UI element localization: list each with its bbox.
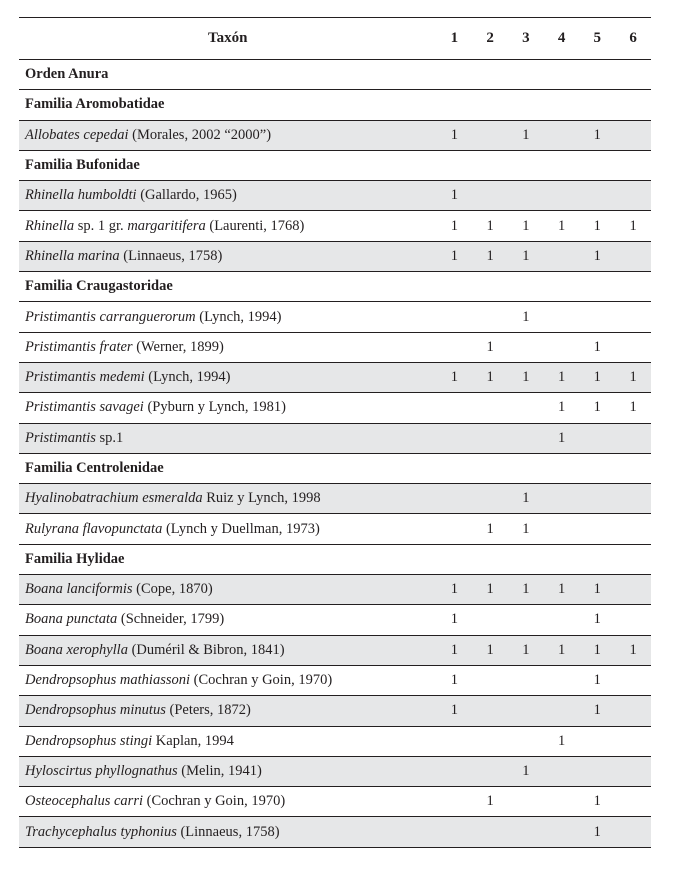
taxon-name: [19, 696, 437, 726]
taxon-name: [19, 756, 437, 786]
species-author: (Linnaeus, 1758): [119, 247, 223, 264]
taxon-name: [19, 181, 437, 211]
table-header-row: [19, 18, 651, 60]
species-row: [19, 423, 651, 453]
group-row: [19, 453, 651, 483]
taxon-name: [19, 817, 437, 847]
presence-cell-3: 1: [508, 120, 544, 150]
species-row: [19, 635, 651, 665]
species-name-italic: Allobates cepedai: [25, 126, 129, 143]
presence-cell-1: 1: [437, 181, 473, 211]
presence-cell-2: [472, 817, 508, 847]
taxon-name: [19, 726, 437, 756]
taxon-name: [19, 514, 437, 544]
presence-cell-1: [437, 514, 473, 544]
species-author: (Cochran y Goin, 1970): [190, 672, 333, 689]
presence-cell-1: [437, 756, 473, 786]
header-col-3: 3: [508, 18, 544, 60]
species-author: (Laurenti, 1768): [205, 217, 305, 234]
presence-cell-1: 1: [437, 120, 473, 150]
presence-cell-5: [579, 514, 615, 544]
species-name-italic: Trachycephalus typhonius: [25, 823, 177, 840]
presence-cell-4: [544, 665, 580, 695]
species-row: [19, 484, 651, 514]
species-row: [19, 575, 651, 605]
presence-cell-2: [472, 484, 508, 514]
presence-cell-2: [472, 756, 508, 786]
presence-cell-4: [544, 605, 580, 635]
presence-cell-6: 1: [615, 393, 651, 423]
presence-cell-1: [437, 332, 473, 362]
presence-cell-5: 1: [579, 696, 615, 726]
presence-cell-1: 1: [437, 696, 473, 726]
presence-cell-1: 1: [437, 635, 473, 665]
presence-cell-5: [579, 484, 615, 514]
presence-cell-3: 1: [508, 211, 544, 241]
presence-cell-6: 1: [615, 362, 651, 392]
taxon-name: [19, 120, 437, 150]
presence-cell-2: 1: [472, 514, 508, 544]
presence-cell-3: [508, 181, 544, 211]
species-name-italic: Hyloscirtus phyllognathus: [25, 762, 178, 779]
presence-cell-3: [508, 787, 544, 817]
presence-cell-3: [508, 817, 544, 847]
presence-cell-3: [508, 665, 544, 695]
presence-cell-5: [579, 756, 615, 786]
species-name-italic: Pristimantis medemi: [25, 369, 145, 386]
presence-cell-6: [615, 817, 651, 847]
presence-cell-4: [544, 696, 580, 726]
species-row: [19, 362, 651, 392]
presence-cell-2: [472, 393, 508, 423]
species-name-italic: margaritifera: [127, 217, 206, 234]
group-label: Familia Bufonidae: [19, 150, 651, 180]
presence-cell-5: [579, 726, 615, 756]
species-row: [19, 211, 651, 241]
species-name-italic: Dendropsophus mathiassoni: [25, 672, 191, 689]
species-row: [19, 332, 651, 362]
species-author: (Gallardo, 1965): [136, 187, 237, 204]
presence-cell-1: [437, 787, 473, 817]
presence-cell-1: [437, 393, 473, 423]
presence-cell-1: 1: [437, 575, 473, 605]
species-author: (Cochran y Goin, 1970): [143, 793, 286, 810]
presence-cell-2: [472, 605, 508, 635]
taxon-name: [19, 423, 437, 453]
species-name-italic: Dendropsophus stingi: [25, 732, 153, 749]
presence-cell-2: 1: [472, 575, 508, 605]
presence-cell-6: [615, 181, 651, 211]
species-author: (Morales, 2002 “2000”): [128, 126, 272, 143]
presence-cell-2: 1: [472, 241, 508, 271]
taxa-table: [19, 17, 651, 848]
presence-cell-2: 1: [472, 332, 508, 362]
species-row: [19, 605, 651, 635]
presence-cell-3: 1: [508, 756, 544, 786]
species-author: sp. 1 gr.: [74, 217, 128, 234]
presence-cell-3: [508, 605, 544, 635]
taxon-name: [19, 787, 437, 817]
presence-cell-1: [437, 302, 473, 332]
presence-cell-3: [508, 726, 544, 756]
species-name-italic: Osteocephalus carri: [25, 793, 143, 810]
presence-cell-4: [544, 756, 580, 786]
species-name-italic: Boana punctata: [25, 611, 118, 628]
presence-cell-5: 1: [579, 665, 615, 695]
presence-cell-1: 1: [437, 362, 473, 392]
presence-cell-4: 1: [544, 726, 580, 756]
presence-cell-3: 1: [508, 514, 544, 544]
species-name-italic: Rulyrana flavopunctata: [25, 520, 163, 537]
presence-cell-6: [615, 665, 651, 695]
species-name-italic: Pristimantis savagei: [25, 399, 144, 416]
presence-cell-4: [544, 514, 580, 544]
presence-cell-5: 1: [579, 575, 615, 605]
species-name-italic: Pristimantis: [25, 429, 96, 446]
group-row: [19, 150, 651, 180]
taxon-name: [19, 484, 437, 514]
presence-cell-3: 1: [508, 484, 544, 514]
presence-cell-3: [508, 423, 544, 453]
taxon-name: [19, 635, 437, 665]
presence-cell-1: 1: [437, 605, 473, 635]
presence-cell-2: 1: [472, 635, 508, 665]
presence-cell-4: 1: [544, 575, 580, 605]
presence-cell-4: [544, 120, 580, 150]
header-col-5: 5: [579, 18, 615, 60]
species-row: [19, 726, 651, 756]
species-row: [19, 241, 651, 271]
presence-cell-2: [472, 302, 508, 332]
presence-cell-5: [579, 181, 615, 211]
presence-cell-5: [579, 302, 615, 332]
header-col-6: 6: [615, 18, 651, 60]
taxon-name: [19, 362, 437, 392]
species-name-italic: Rhinella marina: [25, 247, 120, 264]
presence-cell-2: [472, 423, 508, 453]
presence-cell-6: [615, 302, 651, 332]
presence-cell-3: [508, 696, 544, 726]
presence-cell-1: 1: [437, 241, 473, 271]
presence-cell-3: [508, 393, 544, 423]
group-row: [19, 60, 651, 90]
species-author: (Linnaeus, 1758): [176, 823, 280, 840]
group-row: [19, 272, 651, 302]
species-row: [19, 514, 651, 544]
species-name-italic: Boana xerophylla: [25, 641, 128, 658]
taxon-name: [19, 211, 437, 241]
group-label: Familia Hylidae: [19, 544, 651, 574]
presence-cell-6: [615, 575, 651, 605]
presence-cell-6: [615, 787, 651, 817]
presence-cell-1: [437, 817, 473, 847]
group-label: Familia Craugastoridae: [19, 272, 651, 302]
presence-cell-6: 1: [615, 211, 651, 241]
species-author: (Peters, 1872): [165, 702, 251, 719]
presence-cell-3: 1: [508, 635, 544, 665]
presence-cell-2: [472, 120, 508, 150]
species-name-italic: Hyalinobatrachium esmeralda: [25, 490, 203, 507]
presence-cell-5: 1: [579, 605, 615, 635]
presence-cell-4: [544, 241, 580, 271]
presence-cell-6: [615, 514, 651, 544]
table-body: [19, 60, 651, 848]
presence-cell-2: [472, 696, 508, 726]
presence-cell-1: [437, 423, 473, 453]
presence-cell-1: [437, 726, 473, 756]
presence-cell-6: [615, 332, 651, 362]
presence-cell-2: [472, 726, 508, 756]
species-name-italic: Rhinella humboldti: [25, 187, 137, 204]
taxon-name: [19, 605, 437, 635]
presence-cell-4: [544, 817, 580, 847]
presence-cell-6: [615, 423, 651, 453]
presence-cell-2: [472, 665, 508, 695]
header-taxon: Taxón: [19, 18, 437, 60]
species-row: [19, 696, 651, 726]
header-col-2: 2: [472, 18, 508, 60]
presence-cell-6: [615, 605, 651, 635]
species-author: (Lynch, 1994): [195, 308, 282, 325]
presence-cell-6: [615, 120, 651, 150]
species-row: [19, 787, 651, 817]
species-row: [19, 393, 651, 423]
presence-cell-6: [615, 756, 651, 786]
presence-cell-2: 1: [472, 787, 508, 817]
presence-cell-4: 1: [544, 393, 580, 423]
species-author: (Pyburn y Lynch, 1981): [143, 399, 286, 416]
presence-cell-3: [508, 332, 544, 362]
presence-cell-2: 1: [472, 362, 508, 392]
species-author: (Werner, 1899): [132, 338, 224, 355]
species-name-italic: Rhinella: [25, 217, 75, 234]
species-author: (Melin, 1941): [177, 762, 262, 779]
presence-cell-6: [615, 241, 651, 271]
presence-cell-5: 1: [579, 120, 615, 150]
presence-cell-4: [544, 332, 580, 362]
species-row: [19, 181, 651, 211]
species-author: sp.1: [95, 429, 124, 446]
presence-cell-1: 1: [437, 211, 473, 241]
taxon-name: [19, 665, 437, 695]
presence-cell-6: [615, 484, 651, 514]
presence-cell-3: 1: [508, 575, 544, 605]
group-label: Familia Centrolenidae: [19, 453, 651, 483]
presence-cell-5: 1: [579, 787, 615, 817]
species-author: Ruiz y Lynch, 1998: [202, 490, 321, 507]
presence-cell-4: [544, 787, 580, 817]
presence-cell-5: 1: [579, 362, 615, 392]
species-row: [19, 120, 651, 150]
presence-cell-4: 1: [544, 362, 580, 392]
presence-cell-4: 1: [544, 211, 580, 241]
species-author: Kaplan, 1994: [152, 732, 234, 749]
presence-cell-4: [544, 302, 580, 332]
presence-cell-6: [615, 696, 651, 726]
presence-cell-3: 1: [508, 241, 544, 271]
header-col-4: 4: [544, 18, 580, 60]
presence-cell-3: 1: [508, 302, 544, 332]
presence-cell-5: 1: [579, 817, 615, 847]
species-name-italic: Pristimantis frater: [25, 338, 133, 355]
taxon-name: [19, 302, 437, 332]
presence-cell-2: 1: [472, 211, 508, 241]
presence-cell-1: [437, 484, 473, 514]
presence-cell-5: 1: [579, 332, 615, 362]
species-row: [19, 756, 651, 786]
group-label: Familia Aromobatidae: [19, 90, 651, 120]
presence-cell-6: [615, 726, 651, 756]
species-row: [19, 302, 651, 332]
presence-cell-4: [544, 181, 580, 211]
group-row: [19, 90, 651, 120]
presence-cell-5: [579, 423, 615, 453]
taxon-name: [19, 332, 437, 362]
presence-cell-6: 1: [615, 635, 651, 665]
species-author: (Schneider, 1799): [117, 611, 225, 628]
header-col-1: 1: [437, 18, 473, 60]
species-row: [19, 817, 651, 847]
presence-cell-5: 1: [579, 241, 615, 271]
presence-cell-5: 1: [579, 635, 615, 665]
species-author: (Cope, 1870): [132, 581, 213, 598]
group-row: [19, 544, 651, 574]
group-label: Orden Anura: [19, 60, 651, 90]
presence-cell-5: 1: [579, 393, 615, 423]
presence-cell-5: 1: [579, 211, 615, 241]
presence-cell-4: 1: [544, 635, 580, 665]
species-author: (Lynch y Duellman, 1973): [162, 520, 320, 537]
species-name-italic: Pristimantis carranguerorum: [25, 308, 196, 325]
presence-cell-1: 1: [437, 665, 473, 695]
presence-cell-3: 1: [508, 362, 544, 392]
taxon-name: [19, 393, 437, 423]
species-name-italic: Boana lanciformis: [25, 581, 133, 598]
species-author: (Duméril & Bibron, 1841): [127, 641, 285, 658]
taxon-name: [19, 241, 437, 271]
taxon-name: [19, 575, 437, 605]
presence-cell-4: [544, 484, 580, 514]
species-row: [19, 665, 651, 695]
species-name-italic: Dendropsophus minutus: [25, 702, 166, 719]
species-author: (Lynch, 1994): [144, 369, 231, 386]
presence-cell-2: [472, 181, 508, 211]
presence-cell-4: 1: [544, 423, 580, 453]
